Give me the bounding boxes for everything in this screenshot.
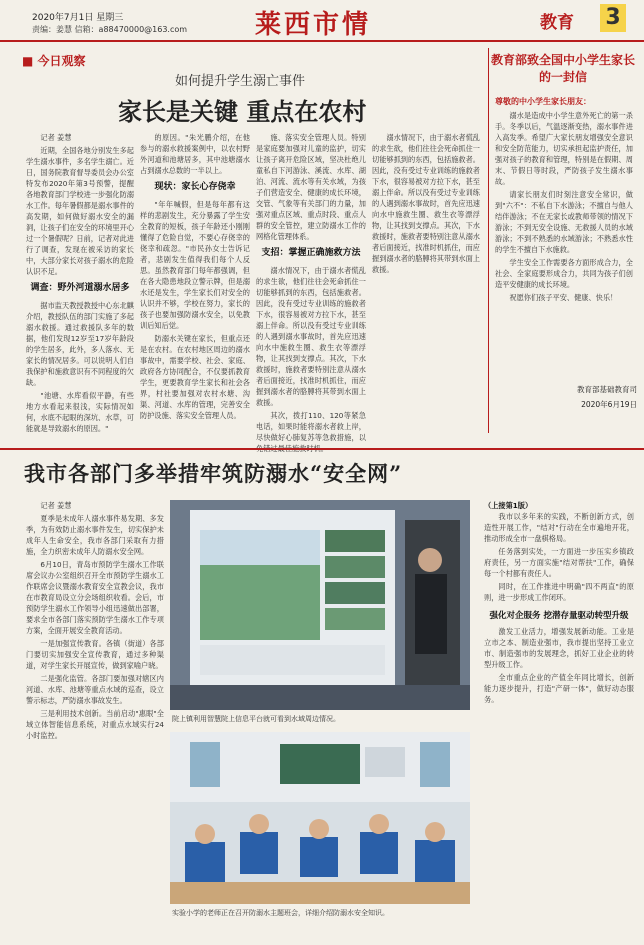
paragraph: 溺水是造成中小学生意外死亡的第一杀手。冬季以后，气温逐渐变热，溺水事件进入高发季。希望广大家长朋友增强安全意识和安全防范能力，切实承担起监护责任，加强对孩子的教育和管理，特别是在假期、周末、节假日等时段，严防孩子发生溺水事故。 bbox=[495, 111, 633, 186]
issue-date: 2020年7月1日 星期三 bbox=[32, 13, 124, 23]
paragraph: 夏季是未成年人溺水事件易发期、多发季，为有效防止溺水事件发生，切实保护未成年人生命安全，我市各部门采取有力措施，全力织密未成年人防溺水安全网。 bbox=[26, 514, 164, 556]
paragraph: 溺水情况下，由于溺水者慌乱的求生欲，他们往往会死命抓住一切能够抓到的东西，包括施救者。因此，没有受过专业训练的施救者下水，很容易被对方拉下水，甚至溺上伴命。所以没有受过专业训练的人遇到溺水事故时，首先应迅速向水中施救生圈、救生衣等漂浮物，让其找到支撑点。其次，下水救援时，施救者要特别注意从溺水者后面接近，找准时机抓住，而应握到溺水者的胳膊将其带到水面上救援。 bbox=[372, 133, 480, 274]
article-subtitle: 如何提升学生溺亡事件 bbox=[175, 74, 306, 89]
paragraph: 我市以多年来的实践，不断创新方式，创造性开展工作，"结对"行动在全市遍地开花，推动形成全市一盘棋格局。 bbox=[484, 512, 634, 543]
photo-caption: 实验小学的老师正在召开防溺水主题班会，详细介绍防溺水安全知识。 bbox=[172, 909, 389, 917]
paragraph: 二是强化监管。各部门要加强对辖区内河道、水库、池塘等重点水域的巡查，设立警示标志，严防溺水事故发生。 bbox=[26, 674, 164, 705]
paragraph: 祝愿你们孩子平安、健康、快乐！ bbox=[509, 293, 618, 302]
page-number: 3 bbox=[600, 4, 626, 32]
letter-body bbox=[495, 110, 633, 380]
paragraph: 全市重点企业的产值全年同比增长，创新能力逐步提升，打造"产研一体"，做好动态服务。 bbox=[484, 673, 634, 704]
section-heading: 强化对企服务 挖潜存量驱动转型升级 bbox=[489, 611, 629, 621]
section-divider bbox=[0, 448, 644, 450]
article-title: 家长是关键 重点在农村 bbox=[118, 97, 367, 126]
paragraph: 三是利用技术创新。当前启动"惠眼"全域立体智能信息系统，对重点水域实行24小时监控。 bbox=[26, 709, 164, 740]
paragraph: 据市监天教授教授中心东北麒介绍，教授队伍的部门实施了多起溺水救援。通过救援队多年的数据，他们发现12岁至17岁年龄段的学生居多，此外，多人落水、无家长的情况居多。可以说明人们自我保护和施救意识有不同程度的欠缺。 bbox=[26, 301, 134, 387]
paragraph: 其次，拨打110、120等紧急电话，如果时能将溺水者救上岸，尽快做好心肺复苏等急救措施，以 bbox=[256, 411, 366, 442]
paragraph: 6月10日，青岛市预防学生溺水工作联席会议办公室组织召开全市预防学生溺水工作联席会议暨溺水教育安全宣教会议，我市在市教育局设立分会场组织收看。会后，市预防学生溺水工作领导小组迅速做出部署，要求全市各部门落实预防学生溺水工作专项方案，全面开展安全教育活动。 bbox=[26, 560, 164, 635]
main-article-column bbox=[26, 500, 164, 935]
paragraph: 一是加强宣传教育。各镇（街道）各部门要切实加强安全宣传教育，通过多种渠道，对学生家长开展宣传，做到家喻户晓。 bbox=[26, 639, 164, 670]
section-heading: 支招：掌握正确施救方法 bbox=[261, 248, 361, 258]
paragraph: 同时，在工作推进中明确"四不两直"的原则，进一步形成工作闭环。 bbox=[484, 582, 634, 602]
article-column-4 bbox=[372, 132, 480, 437]
paragraph: "年年喊假，但是每年都有这样的悲剧发生，充分暴露了学生安全教育的短板，孩子年龄还小刚刚懂得了危险自觉，不要心存侥幸的侥幸和疏忽。"市民孙女士告诉记者，悲剧发生值得我们每个人反思。虽然教育部门每年都强调，但在各大隐患地段立警示牌，但是溺水还是发生，学生家长们对安全的认识并不够，学校在努力，家长的孩子也要加强防溺水安全，以免教训后知后觉。 bbox=[140, 200, 250, 330]
paragraph: "池塘、水库看似平静，有些地方水看起来很浅，实际情况如何，水底不起眼的深坑、水草，可能就是导致溺水的原因。" bbox=[26, 391, 134, 433]
section-heading: 现状：家长心存侥幸 bbox=[154, 182, 236, 192]
letter-signer: 教育部基础教育司 bbox=[577, 385, 637, 394]
letter-box bbox=[488, 48, 637, 433]
paragraph: 溺水情况下，由于溺水者慌乱的求生欲，他们往往会死命抓住一切能够抓到的东西，包括施救者。因此，没有受过专业训练的施救者下水，很容易被对方拉下水，甚至溺上伴命。所以没有受过专业训练的人遇到溺水事故时，首先应迅速向水中施救生圈、救生衣等漂浮物，让其找到支撑点。其次，下水救援时，施救者要特别注意从溺水者后面接近，找准时机抓住，而应握到溺水者的胳膊将其带到水面上救援。 bbox=[256, 266, 366, 407]
continued-article-column bbox=[484, 500, 634, 935]
article-column-1 bbox=[26, 132, 134, 437]
paragraph: 的原因。"朱光鹏介绍，在他参与的溺水救援案例中，以农村野外河道和池塘居多，其中池塘溺水占到溺水总数的一半以上。 bbox=[140, 133, 250, 175]
photo-classroom bbox=[170, 732, 470, 904]
paragraph: 防溺水关键在家长，但重点还是在农村。在农村地区周边的溺水事故中，需要学校、社会、家庭、政府各方协同配合，不仅要抓教育学生，更要教育学生家长和社会各界，村社要加强对农村水塘、沟渠、河道、水库的管理，完善安全防护设施、落实安全管理人员。 bbox=[140, 334, 250, 420]
photo-caption: 院上镇利用智慧院上信息平台就可看到水域周边情况。 bbox=[172, 715, 340, 723]
section-name: 教育 bbox=[540, 13, 574, 33]
paragraph: 记者 姜慧 bbox=[40, 133, 72, 142]
editor-info: 责编：姜慧 信箱：a88470000@163.com bbox=[32, 25, 188, 34]
newspaper-logo: 莱西市情 bbox=[255, 10, 372, 40]
column-tag: ■ 今日观察 bbox=[22, 52, 86, 69]
letter-date: 2020年6月19日 bbox=[581, 400, 637, 409]
section-heading: 调查：野外河道溺水居多 bbox=[30, 283, 130, 293]
paragraph: 任务落到实处，一方面进一步压实乡镇政府责任，另一方面实施"结对帮扶"工作，确保每一个村都有责任人。 bbox=[484, 547, 634, 578]
letter-title: 教育部致全国中小学生家长的一封信 bbox=[490, 53, 635, 84]
paragraph: 激发工业活力，增强发展新动能。工业是立市之本、制造业强市，我市提出坚持工业立市、制造强市的发展理念，抓好工业企业的转型升级工作。 bbox=[484, 627, 634, 669]
page-header bbox=[0, 0, 644, 42]
paragraph: 学生安全工作需要各方面形成合力，全社会、全家庭要形成合力，共同为孩子们创造平安健康的成长环境。 bbox=[495, 258, 633, 289]
paragraph: 近期，全国各地分别发生多起学生溺水事件，多名学生溺亡。近日，国务院教育督导委员会办公室特发布2020年第3号预警，提醒各地教育部门学校进一步强化防溺水工作。每年暑假都是溺水事件的高发期，如何做好溺水安全的漏洞，让孩子们在安全的环境里开心过一个暑假呢？日前，记者对此进行了调查，发现在被采访的家长中，大部分家长对孩子溺水的危险认识不足。 bbox=[26, 146, 134, 276]
continued-marker: （上接第1版） bbox=[484, 501, 533, 510]
paragraph: 施、落实安全管理人员。特别是家庭要加强对儿童的监护，切实让孩子离开危险区域，坚决杜绝儿童私自下河游泳、溪流、水库、湖泊、河流、流水等有关水域，为孩子们营造安全、健康的成长环境，交管、气象等有关部门的力量，加强对重点区域、重点时段、重点人群的安全管控，建立防溺水工作的网格化管理体系。 bbox=[256, 133, 366, 241]
paragraph: 记者 姜慧 bbox=[40, 501, 72, 510]
photo-monitoring-screen bbox=[170, 500, 470, 710]
paragraph: 请家长朋友们时刻注意安全常识，做到"六不"：不私自下水游泳；不擅自与他人结伴游泳；不在无家长或教师带领的情况下游泳；不到无安全设施、无救援人员的水域游泳；不到不熟悉的水域游泳；不熟悉水性的学生不擅自下水施救。 bbox=[495, 190, 633, 254]
main-headline: 我市各部门多举措牢筑防溺水“安全网” bbox=[24, 461, 403, 486]
article-column-3 bbox=[256, 132, 366, 442]
letter-salutation: 尊敬的中小学生家长朋友： bbox=[495, 97, 591, 106]
article-column-2 bbox=[140, 132, 250, 437]
